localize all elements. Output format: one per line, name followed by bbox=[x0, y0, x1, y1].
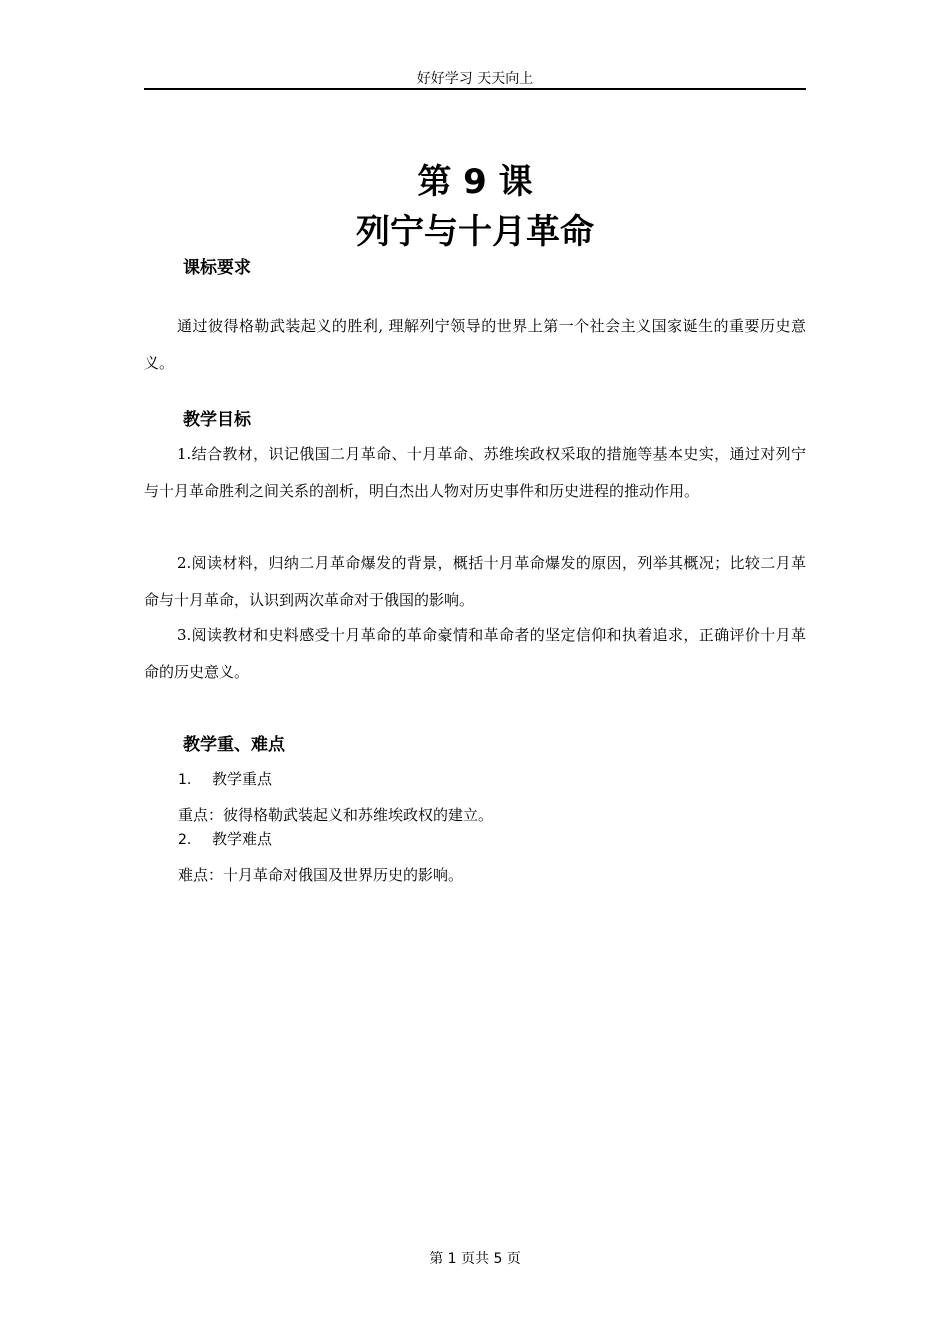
difficult-point-text: 难点：十月革命对俄国及世界历史的影响。 bbox=[178, 866, 464, 884]
key-point-text: 重点：彼得格勒武装起义和苏维埃政权的建立。 bbox=[178, 806, 494, 824]
header-divider bbox=[144, 88, 806, 90]
objective-item-1: 1.结合教材，识记俄国二月革命、十月革命、苏维埃政权采取的措施等基本史实，通过对列宁与十月革命胜利之间关系的剖析，明白杰出人物对历史事件和历史进程的推动作用。 bbox=[144, 445, 806, 500]
list-label: 教学难点 bbox=[212, 830, 273, 848]
list-number: 2. bbox=[178, 832, 192, 848]
list-label: 教学重点 bbox=[212, 770, 273, 788]
page-footer: 第 1 页共 5 页 bbox=[429, 1251, 521, 1267]
list-item-difficult bbox=[178, 828, 272, 851]
standards-paragraph: 通过彼得格勒武装起义的胜利, 理解列宁领导的世界上第一个社会主义国家诞生的重要历史意义。 bbox=[144, 317, 806, 372]
lesson-number: 第 9 课 bbox=[417, 162, 533, 202]
page-header: 好好学习 天天向上 bbox=[416, 71, 534, 87]
list-item-key bbox=[178, 768, 272, 791]
section-heading-key-points: 教学重、难点 bbox=[183, 735, 285, 755]
list-number: 1. bbox=[178, 772, 192, 788]
lesson-title: 列宁与十月革命 bbox=[356, 212, 594, 252]
objective-item-2: 2.阅读材料，归纳二月革命爆发的背景，概括十月革命爆发的原因，列举其概况；比较二月革命与十月革命，认识到两次革命对于俄国的影响。 bbox=[144, 554, 806, 609]
section-heading-objectives: 教学目标 bbox=[183, 410, 251, 430]
section-heading-standards: 课标要求 bbox=[183, 258, 251, 278]
objective-item-3: 3.阅读教材和史料感受十月革命的革命豪情和革命者的坚定信仰和执着追求，正确评价十月革命的历史意义。 bbox=[144, 626, 806, 681]
